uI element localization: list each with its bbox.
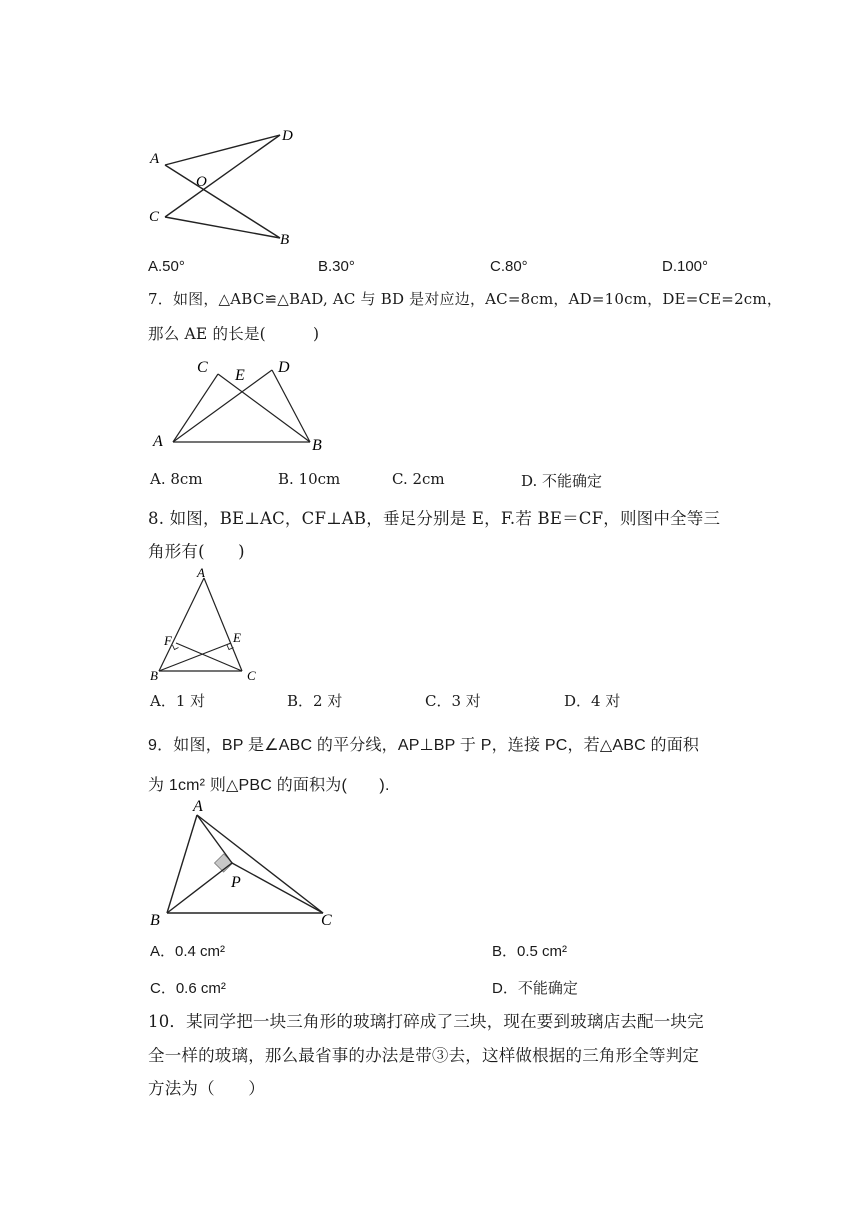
q9-label-c: C: [321, 912, 332, 929]
q6-option-a: A.50°: [148, 258, 185, 275]
q9-label-a: A: [193, 798, 203, 815]
q7-option-c: C. 2cm: [392, 470, 445, 488]
q7-figure: [145, 352, 335, 457]
q8-label-e: E: [233, 630, 241, 645]
q8-option-d: D．4 对: [564, 692, 621, 710]
q9-text-line1: 9．如图，BP 是∠ABC 的平分线，AP⊥BP 于 P，连接 PC，若△ABC 的面积: [148, 737, 700, 754]
q8-figure: [145, 563, 265, 685]
q8-text-line1: 8. 如图，BE⊥AC，CF⊥AB，垂足分别是 E，F.若 BE＝CF，则图中全等三: [148, 509, 721, 528]
q6-label-d: D: [282, 128, 293, 144]
q10-text-line2: 全一样的玻璃，那么最省事的办法是带③去，这样做根据的三角形全等判定: [148, 1046, 700, 1065]
q7-option-b: B. 10cm: [278, 470, 341, 488]
q9-label-p: P: [231, 874, 241, 891]
q10-text-line1: 10．某同学把一块三角形的玻璃打碎成了三块，现在要到玻璃店去配一块完: [148, 1012, 704, 1031]
q7-text-line2: 那么 AE 的长是( ): [148, 325, 320, 343]
q6-option-b: B.30°: [318, 258, 355, 275]
q7-label-c: C: [197, 359, 208, 376]
q8-option-c: C．3 对: [425, 692, 481, 710]
q9-label-b: B: [150, 912, 160, 929]
q7-label-b: B: [312, 437, 322, 454]
q7-label-a: A: [153, 433, 163, 450]
q8-label-a: A: [197, 565, 205, 580]
q6-label-b: B: [280, 232, 290, 248]
q7-label-e: E: [235, 367, 245, 384]
q7-text-line1: 7．如图，△ABC≌△BAD, AC 与 BD 是对应边，AC=8cm，AD=10cm，DE=CE=2cm，: [148, 290, 783, 308]
q8-label-b: B: [150, 668, 158, 683]
q8-text-line2: 角形有( ): [148, 542, 245, 561]
q9-option-b: B．0.5 cm²: [492, 943, 568, 960]
q6-option-d: D.100°: [662, 258, 709, 275]
q7-option-d: D. 不能确定: [521, 472, 603, 490]
q9-text-line2: 为 1cm² 则△PBC 的面积为( ).: [148, 777, 390, 794]
q6-label-a: A: [150, 151, 160, 167]
q6-label-o: O: [196, 174, 207, 190]
q9-option-c: C．0.6 cm²: [150, 980, 226, 997]
q8-label-f: F: [164, 633, 172, 648]
q6-option-c: C.80°: [490, 258, 528, 275]
q6-label-c: C: [149, 209, 160, 225]
q8-label-c: C: [247, 668, 256, 683]
q7-option-a: A. 8cm: [150, 470, 203, 488]
q9-option-d: D．不能确定: [492, 980, 578, 997]
q10-text-line3: 方法为（ ）: [148, 1079, 265, 1098]
q6-figure: [140, 120, 310, 250]
q9-figure: [145, 795, 345, 935]
q7-label-d: D: [278, 359, 290, 376]
q8-option-a: A．1 对: [150, 692, 206, 710]
q8-option-b: B．2 对: [287, 692, 343, 710]
q9-option-a: A．0.4 cm²: [150, 943, 226, 960]
